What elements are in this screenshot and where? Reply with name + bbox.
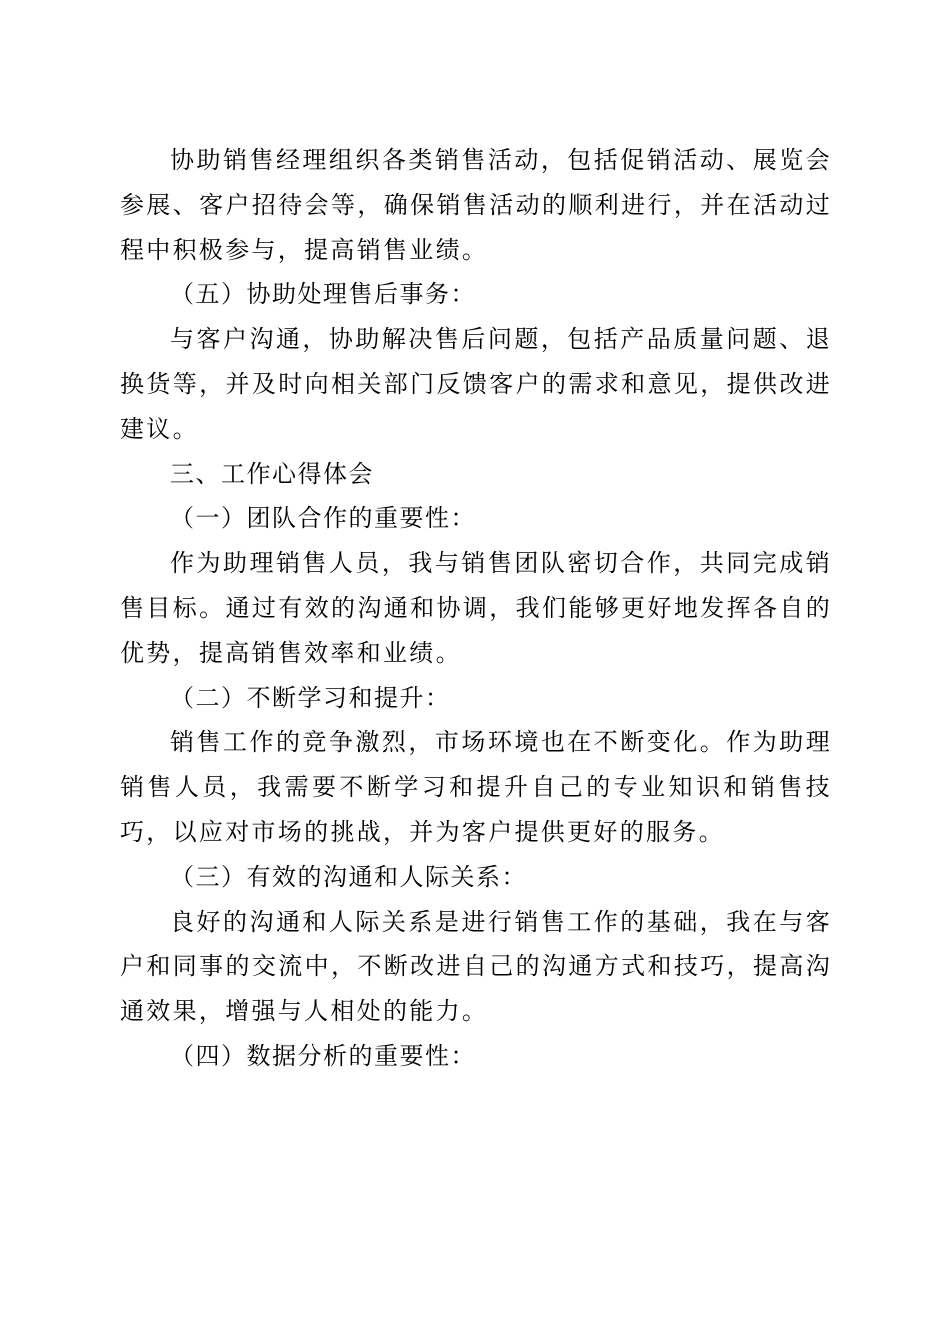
paragraph-learning: 销售工作的竞争激烈，市场环境也在不断变化。作为助理销售人员，我需要不断学习和提升自己的专业知识和销售技巧，以应对市场的挑战，并为客户提供更好的服务。 [120, 728, 832, 846]
subheading-teamwork: （一）团队合作的重要性： [170, 504, 476, 533]
subheading-communication: （三）有效的沟通和人际关系： [170, 862, 527, 891]
section-heading-work-reflections: 三、工作心得体会 [170, 459, 374, 488]
subheading-learning: （二）不断学习和提升： [170, 683, 451, 712]
subheading-after-sales: （五）协助处理售后事务： [170, 280, 476, 309]
paragraph-sales-activities: 协助销售经理组织各类销售活动，包括促销活动、展览会参展、客户招待会等，确保销售活动的顺利进行，并在活动过程中积极参与，提高销售业绩。 [120, 146, 832, 264]
paragraph-teamwork: 作为助理销售人员，我与销售团队密切合作，共同完成销售目标。通过有效的沟通和协调，我们能够更好地发挥各自的优势，提高销售效率和业绩。 [120, 549, 832, 667]
paragraph-after-sales: 与客户沟通，协助解决售后问题，包括产品质量问题、退换货等，并及时向相关部门反馈客户的需求和意见，提供改进建议。 [120, 325, 832, 443]
subheading-data-analysis: （四）数据分析的重要性： [170, 1041, 476, 1070]
document-body [120, 138, 832, 1079]
paragraph-communication: 良好的沟通和人际关系是进行销售工作的基础，我在与客户和同事的交流中，不断改进自己的沟通方式和技巧，提高沟通效果，增强与人相处的能力。 [120, 907, 832, 1026]
